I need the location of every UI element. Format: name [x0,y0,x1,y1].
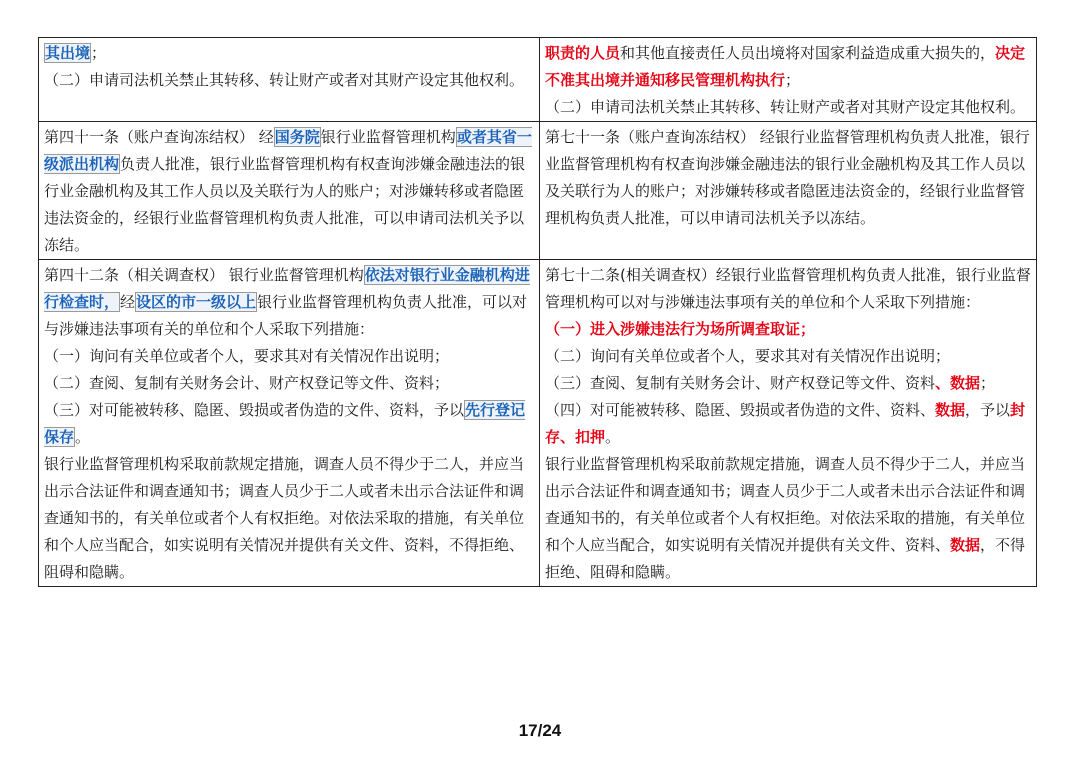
table-row [39,260,1037,587]
text-run: 。 [75,428,91,446]
old-law-cell [39,38,540,122]
paragraph: （二）查阅、复制有关财务会计、财产权登记等文件、资料； [44,374,450,392]
paragraph: （二）申请司法机关禁止其转移、转让财产或者对其财产设定其他权利。 [545,98,1026,116]
red-text: 决定不准其出境并通知移民管理机构执行 [545,44,1026,89]
paragraph [545,370,1031,397]
paragraph: （一）询问有关单位或者个人，要求其对有关情况作出说明； [44,347,450,365]
new-law-cell [540,38,1037,122]
highlight-text: 先行登记保存 [44,401,526,446]
old-law-cell [39,122,540,260]
table-row [39,38,1037,122]
text-run: 经 [120,293,136,311]
paragraph [44,40,534,67]
paragraph [545,40,1031,94]
text-run: （四）对可能被转移、隐匿、毁损或者伪造的文件、资料、 [545,401,936,419]
highlight-text: 依法对银行业金融机构进行检查时， [44,266,530,311]
text-run: （三）对可能被转移、隐匿、毁损或者伪造的文件、资料，予以 [44,401,465,419]
comparison-table [38,37,1037,587]
paragraph: （二）申请司法机关禁止其转移、转让财产或者对其财产设定其他权利。 [44,71,525,89]
red-text: 职责的人员 [545,44,621,62]
paragraph [545,451,1031,586]
paragraph: 第七十二条(相关调查权）经银行业监督管理机构负责人批准，银行业监督管理机构可以对与涉嫌违法事项有关的单位和个人采取下列措施： [545,266,1031,311]
text-run: 第四十一条（账户查询冻结权） 经 [44,128,274,146]
paragraph: 第七十一条（账户查询冻结权） 经银行业监督管理机构负责人批准，银行业监督管理机构有权查询涉嫌金融违法的银行业金融机构及其工作人员以及关联行为人的账户；对涉嫌转移或者隐匿违法资金的，经银行业监督管理机构负责人批准，可以申请司法机关予以冻结。 [545,128,1030,227]
red-text: 封存、扣押 [545,401,1026,446]
highlight-text: 其出境 [45,44,91,62]
text-run: ，不得拒绝、阻碍和隐瞒。 [545,536,1026,581]
paragraph: （二）询问有关单位或者个人，要求其对有关情况作出说明； [545,347,951,365]
highlight-text: 或者其省一级派出机构 [44,128,532,173]
table-row [39,122,1037,260]
page-number: 17/24 [518,721,562,740]
paragraph [545,397,1031,451]
red-text: 、数据 [935,374,981,392]
red-text: 数据 [950,536,981,554]
highlight-text: 国务院 [274,128,320,146]
text-run: （三）查阅、复制有关财务会计、财产权登记等文件、资料 [545,374,936,392]
old-law-cell [39,260,540,587]
text-run: 银行业监督管理机构 [320,128,456,146]
red-text: 数据 [935,401,966,419]
paragraph [44,397,534,451]
text-run: ； [785,71,801,89]
new-law-cell [540,260,1037,587]
paragraph [44,262,534,343]
text-run: 第四十二条（相关调查权） 银行业监督管理机构 [44,266,364,284]
text-run: ； [980,374,996,392]
text-run: ，予以 [965,401,1011,419]
text-run: 银行业监督管理机构负责人批准，可以对与涉嫌违法事项有关的单位和个人采取下列措施： [44,293,528,338]
highlight-text: 设区的市一级以上 [136,293,257,311]
text-run: 和其他直接责任人员出境将对国家利益造成重大损失的， [620,44,996,62]
new-law-cell [540,122,1037,260]
text-run: 。 [605,428,621,446]
text-run: 负责人批准，银行业监督管理机构有权查询涉嫌金融违法的银行业金融机构及其工作人员以及关联行为人的账户；对涉嫌转移或者隐匿违法资金的，经银行业监督管理机构负责人批准，可以申请司法机关予以冻结。 [44,155,526,254]
paragraph: 银行业监督管理机构采取前款规定措施，调查人员不得少于二人，并应当出示合法证件和调查通知书；调查人员少于二人或者未出示合法证件和调查通知书的，有关单位或者个人有权拒绝。对依法采取的措施，有关单位和个人应当配合，如实说明有关情况并提供有关文件、资料，不得拒绝、阻碍和隐瞒。 [44,455,525,581]
text-run: 银行业监督管理机构采取前款规定措施，调查人员不得少于二人，并应当出示合法证件和调查通知书；调查人员少于二人或者未出示合法证件和调查通知书的，有关单位或者个人有权拒绝。对依法采取的措施，有关单位和个人应当配合，如实说明有关情况并提供有关文件、资料、 [545,455,1026,554]
text-run: ； [91,44,107,62]
red-paragraph: （一）进入涉嫌违法行为场所调查取证； [545,320,816,338]
paragraph [44,124,534,259]
